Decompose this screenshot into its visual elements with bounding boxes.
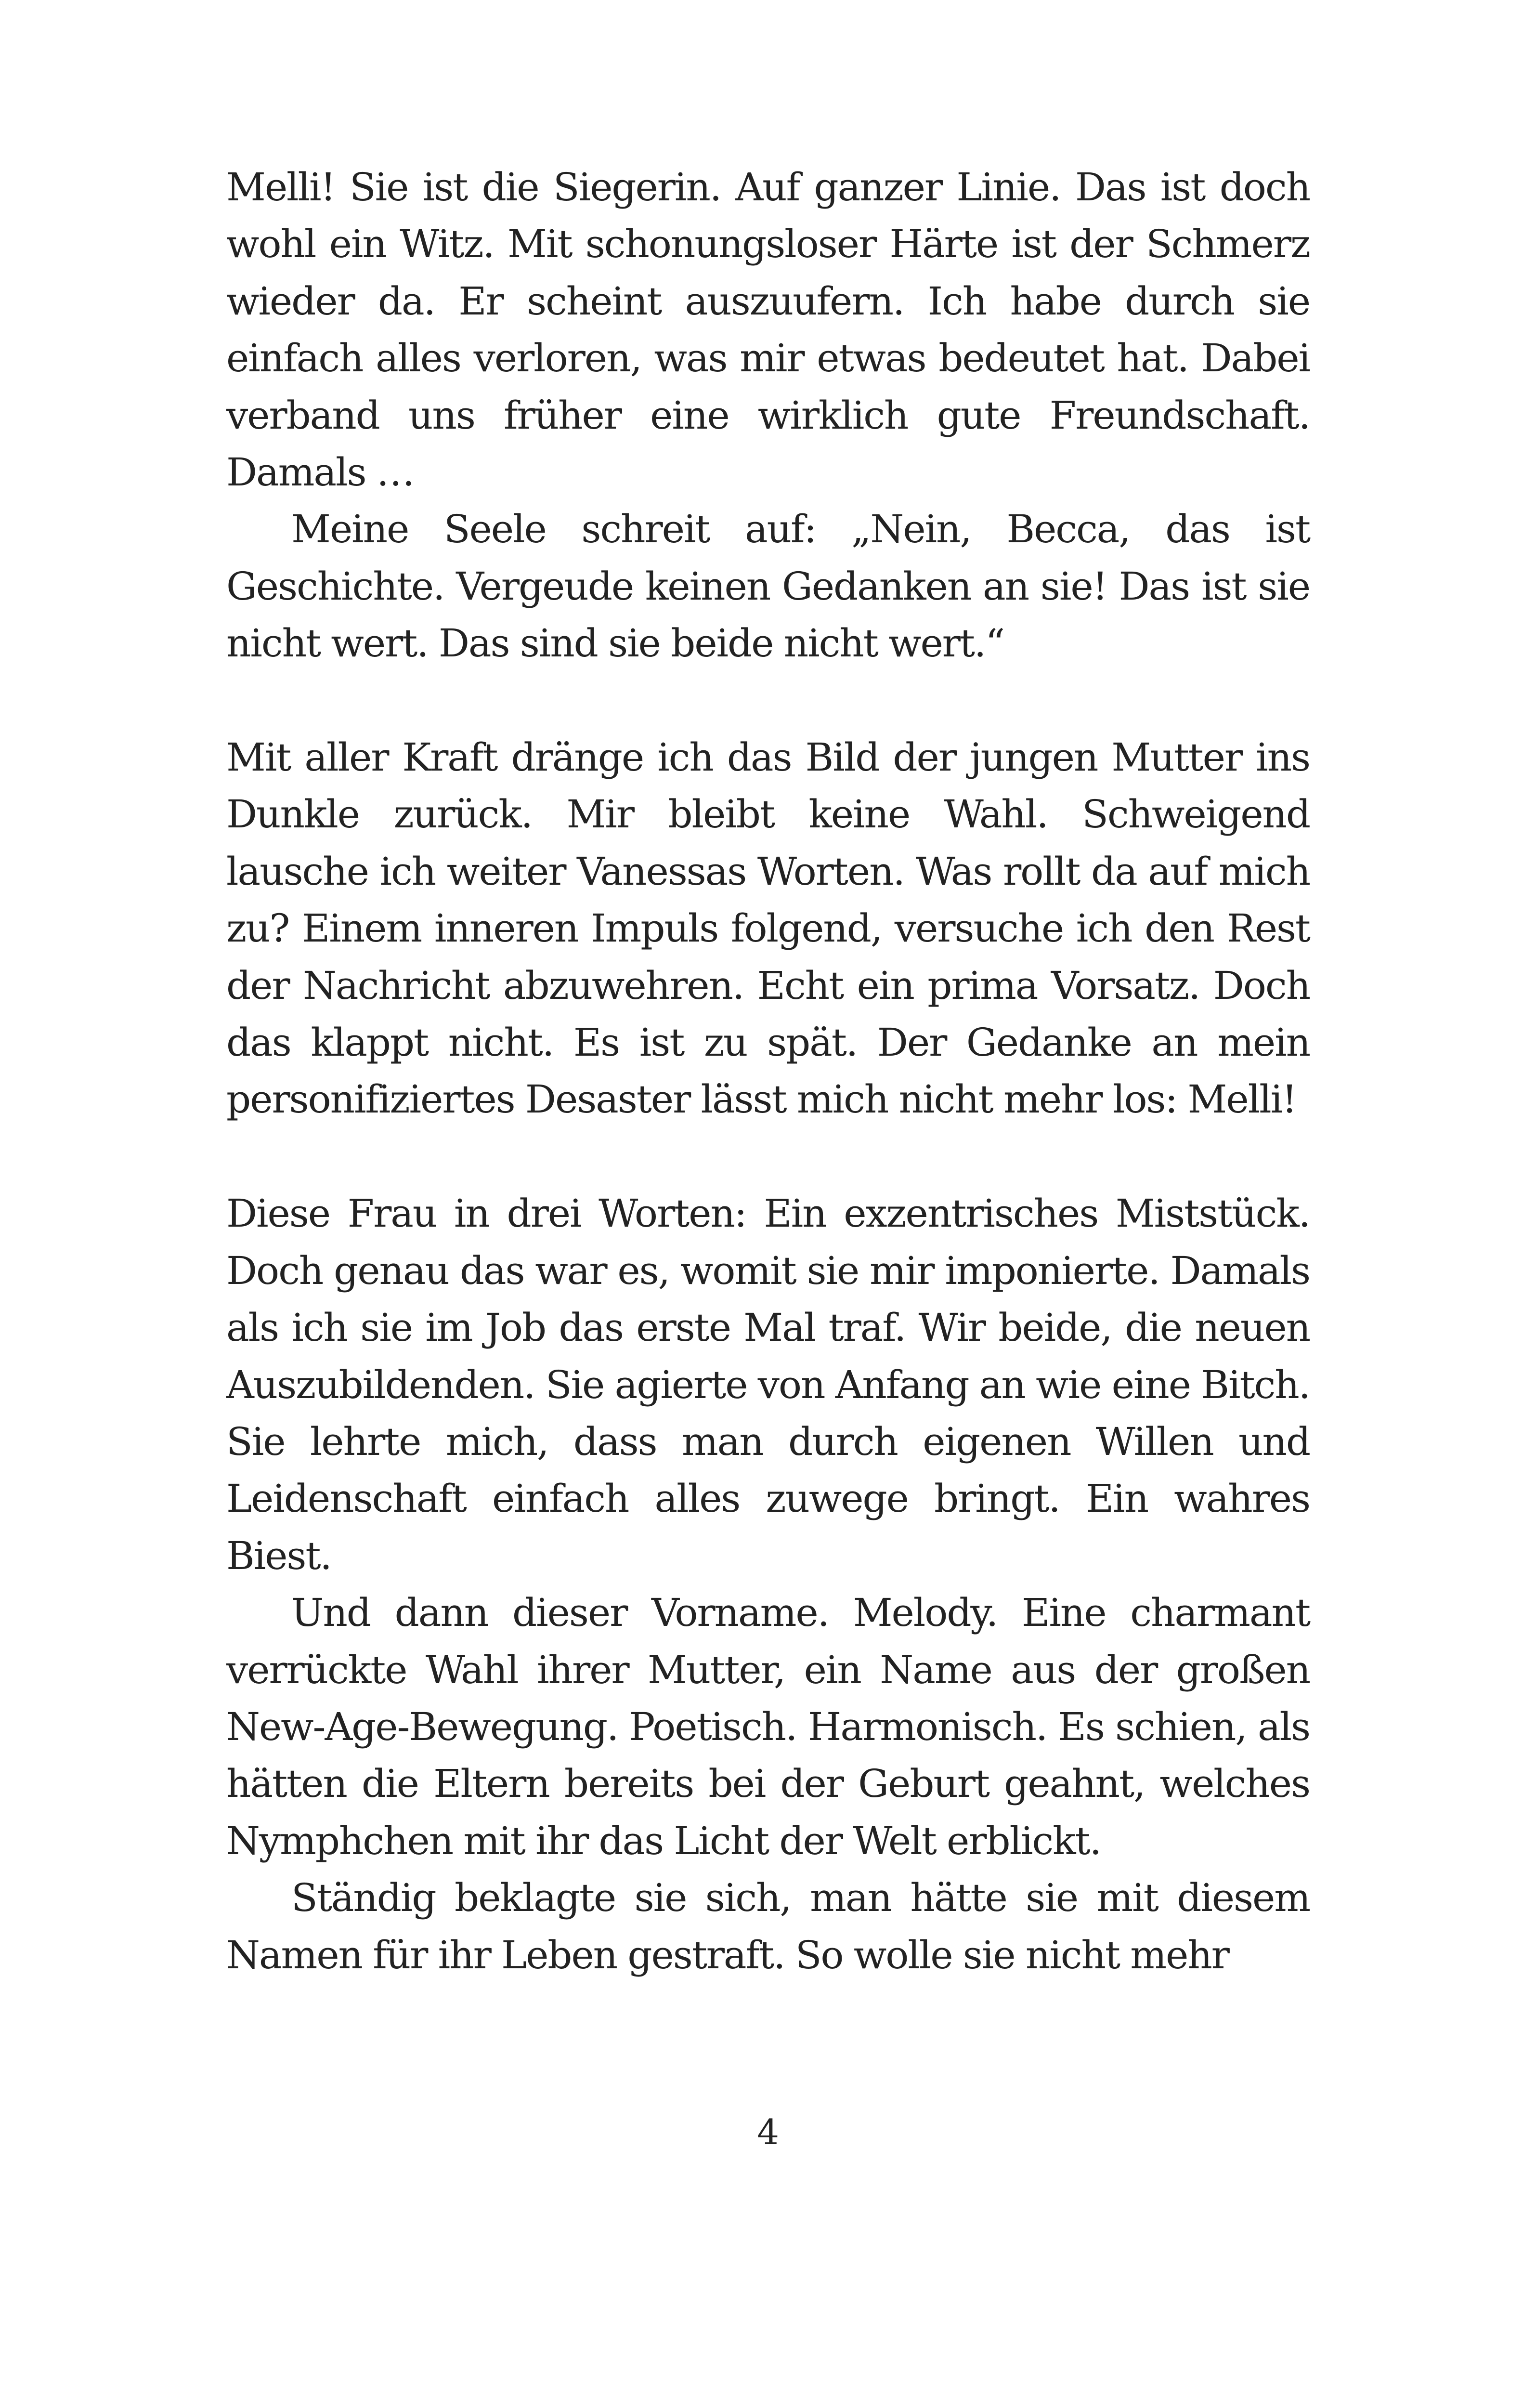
paragraph: Ständig beklagte sie sich, man hätte sie mit diesem Namen für ihr Leben gestraft. So wolle sie nicht mehr	[226, 1875, 1310, 1977]
paragraph: Und dann dieser Vorname. Melody. Eine charmant verrückte Wahl ihrer Mutter, ein Name aus der großen New-Age-Bewegung. Poetisch. Harmonisch. Es schien, als hätten die Eltern bereits bei der Geburt geahnt, welches Nymphchen mit ihr das Licht der Welt erblickt.	[226, 1590, 1310, 1863]
paragraph: Diese Frau in drei Worten: Ein exzentrisches Miststück. Doch genau das war es, womit sie mir imponierte. Damals als ich sie im Job das erste Mal traf. Wir beide, die neuen Auszubildenden. Sie agierte von Anfang an wie eine Bitch. Sie lehrte mich, dass man durch eigenen Willen und Leidenschaft einfach alles zuwege bringt. Ein wahres Biest.	[226, 1191, 1310, 1578]
page-number: 4	[757, 2112, 779, 2152]
body-text	[226, 159, 1310, 1984]
paragraph: Melli! Sie ist die Siegerin. Auf ganzer Linie. Das ist doch wohl ein Witz. Mit schonungsloser Härte ist der Schmerz wieder da. Er scheint auszuufern. Ich habe durch sie einfach alles verloren, was mir etwas bedeutet hat. Dabei verband uns früher eine wirklich gute Freundschaft. Damals …	[226, 165, 1310, 495]
paragraph: Mit aller Kraft dränge ich das Bild der jungen Mutter ins Dunkle zurück. Mir bleibt keine Wahl. Schweigend lausche ich weiter Vanessas Worten. Was rollt da auf mich zu? Einem inneren Impuls folgend, versuche ich den Rest der Nachricht abzuwehren. Echt ein prima Vorsatz. Doch das klappt nicht. Es ist zu spät. Der Gedanke an mein personifiziertes Desaster lässt mich nicht mehr los: Melli!	[226, 735, 1310, 1122]
paragraph: Meine Seele schreit auf: „Nein, Becca, das ist Geschichte. Vergeude keinen Gedanken an sie! Das ist sie nicht wert. Das sind sie beide nicht wert.“	[226, 507, 1310, 666]
